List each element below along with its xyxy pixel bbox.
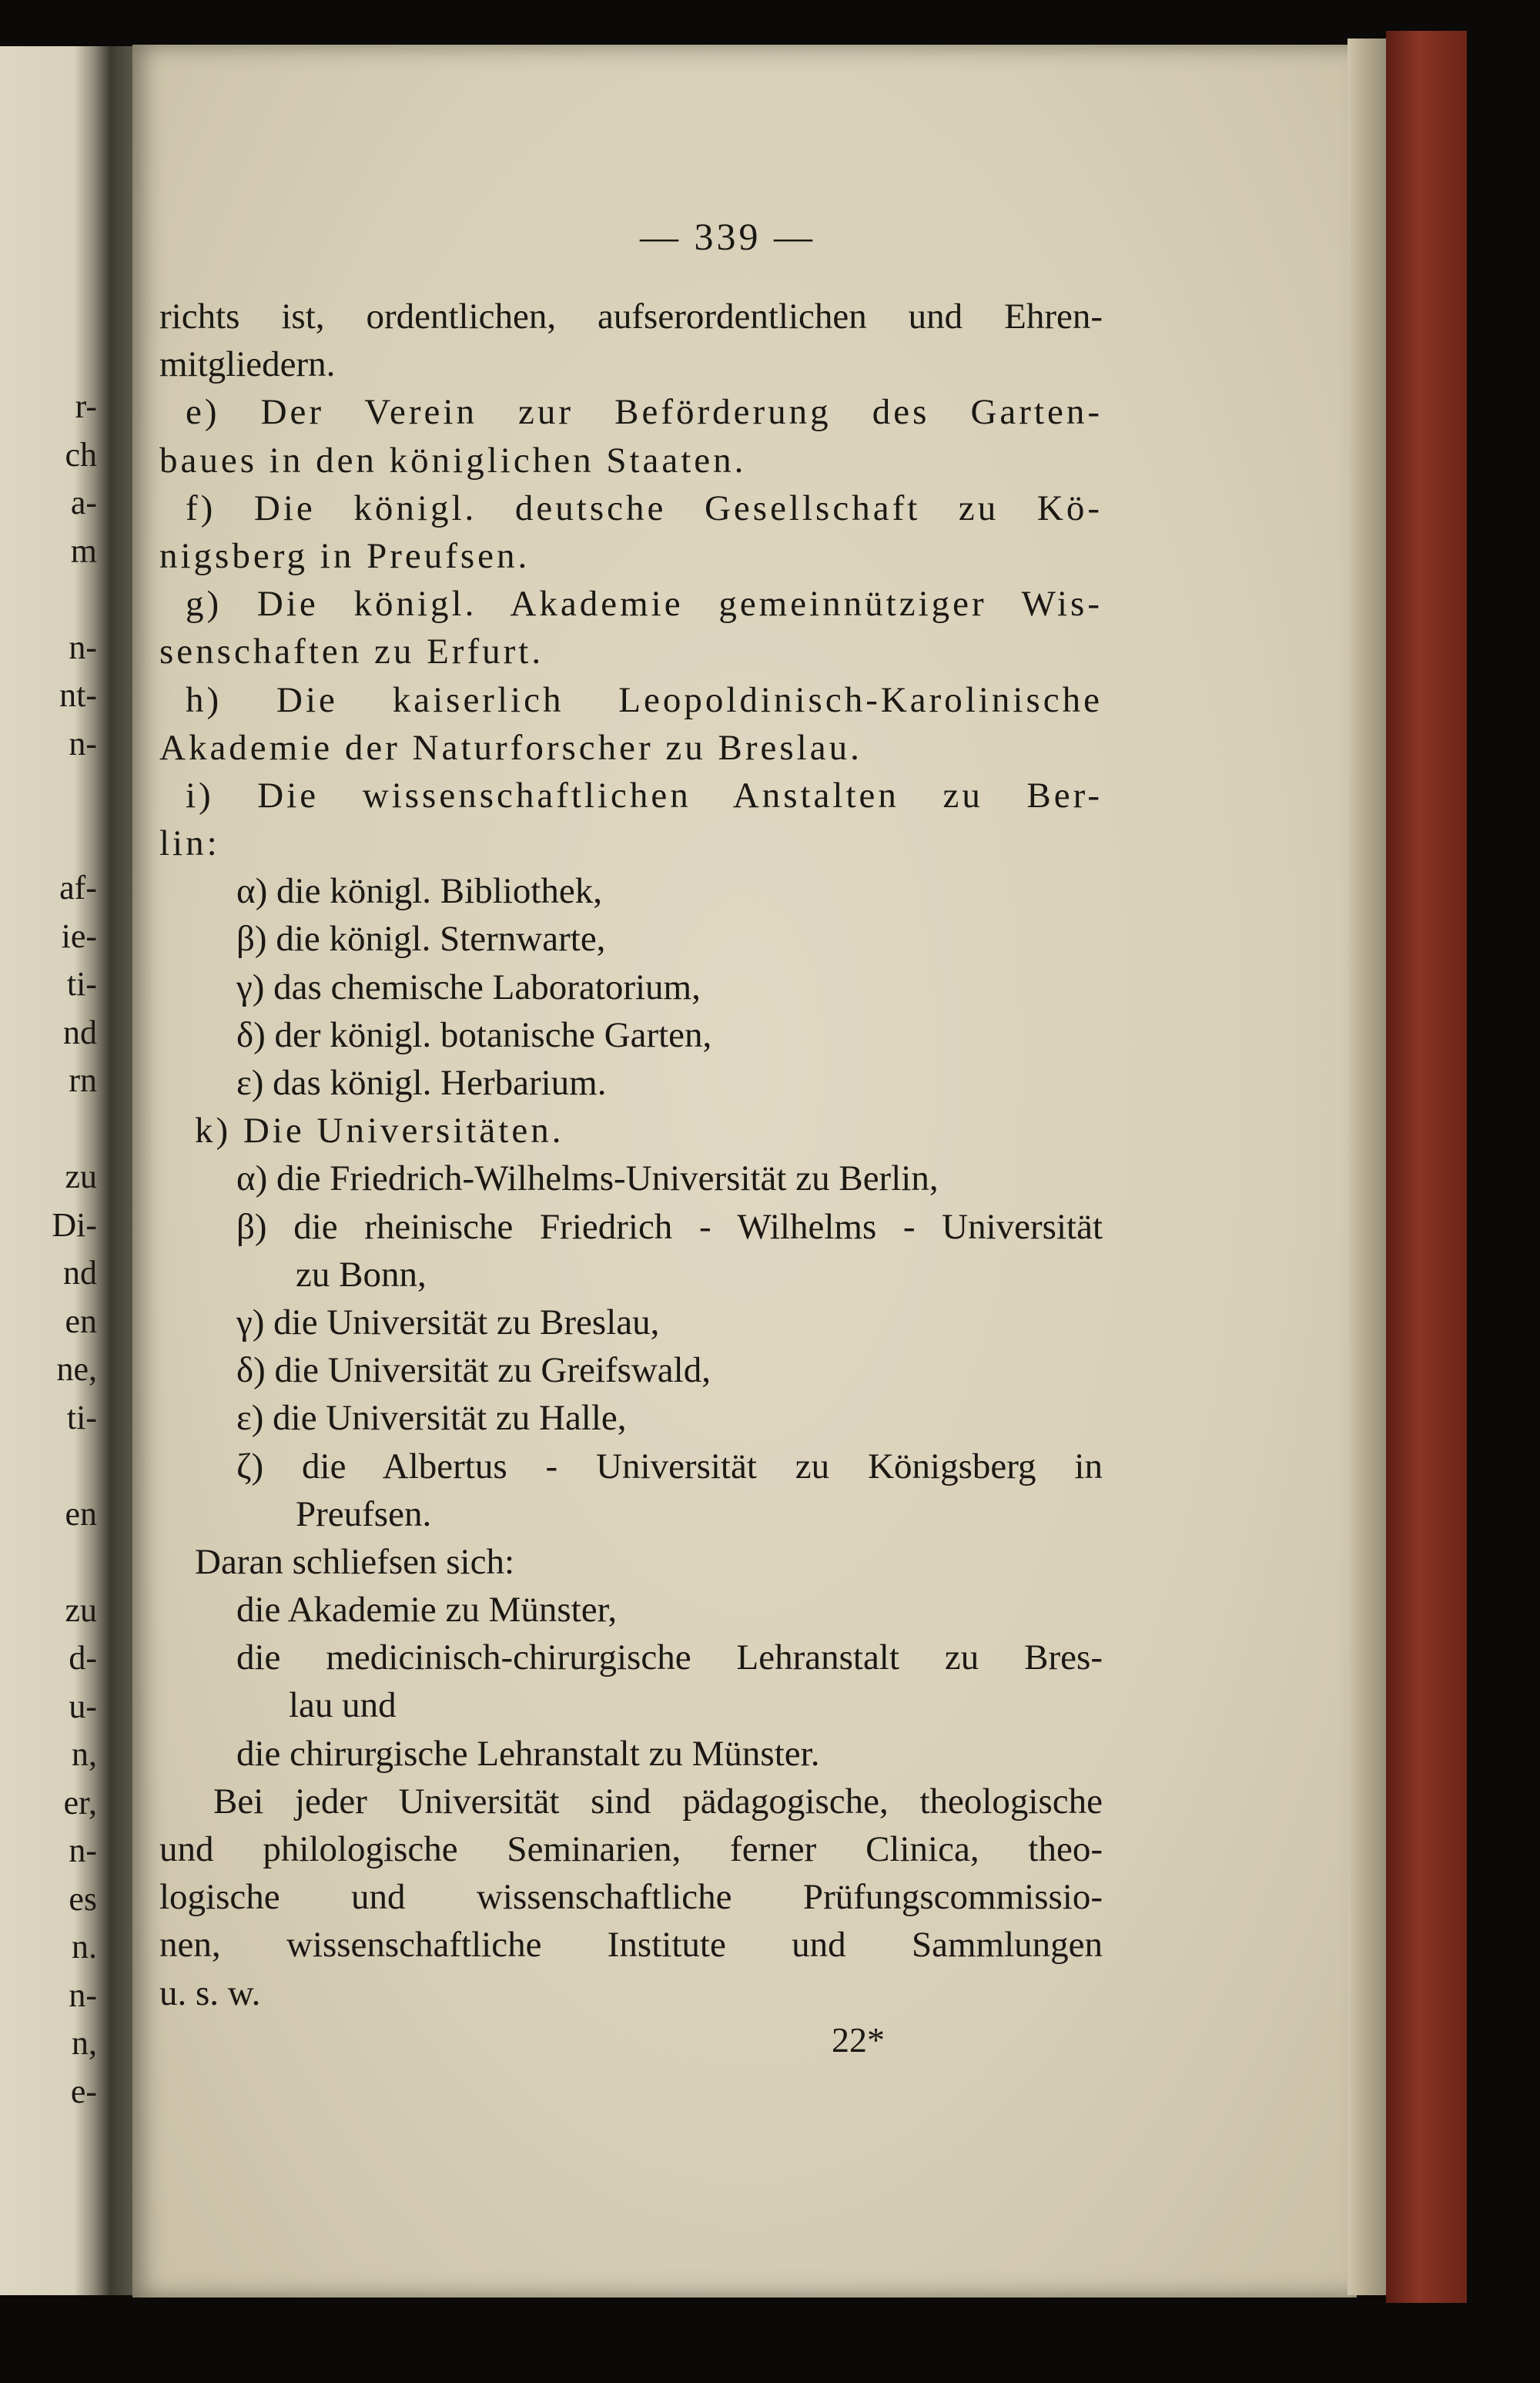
left-page-fragment: en xyxy=(65,1494,97,1533)
left-page-fragment: n- xyxy=(69,1832,97,1869)
left-page-fragment: er, xyxy=(63,1783,97,1822)
left-page-fragment: Di- xyxy=(52,1205,97,1244)
text-line: lin: xyxy=(159,823,220,864)
text-line: die medicinisch-chirurgische Lehranstalt zu Bres- xyxy=(236,1637,1103,1678)
left-page-fragment: en xyxy=(65,1302,97,1340)
left-page-fragment: es xyxy=(69,1879,97,1918)
text-line: Bei jeder Universität sind pädagogische, theologische xyxy=(213,1781,1103,1822)
left-page-fragment: n- xyxy=(69,1976,97,2014)
text-line: und philologische Seminarien, ferner Clinica, theo- xyxy=(159,1829,1103,1869)
text-line: h) Die kaiserlich Leopoldinisch-Karolinische xyxy=(186,679,1103,720)
text-line: δ) der königl. botanische Garten, xyxy=(236,1014,712,1055)
left-page-fragment: ch xyxy=(65,435,97,474)
left-page-fragment: af- xyxy=(59,869,97,907)
text-line: Akademie der Naturforscher zu Breslau. xyxy=(159,727,862,768)
left-page-fragment: n- xyxy=(69,628,97,666)
text-line: α) die königl. Bibliothek, xyxy=(236,871,603,912)
signature-mark: 22* xyxy=(832,2020,885,2060)
left-page-fragment: n, xyxy=(72,1735,97,1773)
text-line: α) die Friedrich-Wilhelms-Universität zu Berlin, xyxy=(236,1158,939,1199)
left-page-fragment xyxy=(5,1105,97,1154)
text-line: die chirurgische Lehranstalt zu Münster. xyxy=(236,1733,820,1774)
text-line: δ) die Universität zu Greifswald, xyxy=(236,1350,711,1391)
book-cover-edge xyxy=(1386,31,1467,2303)
text-line: g) Die königl. Akademie gemeinnütziger Wis- xyxy=(186,584,1103,625)
text-line: u. s. w. xyxy=(159,1972,261,2013)
left-page-fragment xyxy=(5,1538,97,1587)
text-line: ε) die Universität zu Halle, xyxy=(236,1398,627,1439)
text-line: γ) die Universität zu Breslau, xyxy=(236,1302,660,1342)
text-line: Preufsen. xyxy=(296,1493,432,1534)
text-line: nigsberg in Preufsen. xyxy=(159,535,531,576)
text-line: k) Die Universitäten. xyxy=(195,1111,564,1151)
left-page-fragment: ne, xyxy=(56,1350,97,1388)
text-line: senschaften zu Erfurt. xyxy=(159,632,544,672)
left-page-fragment: nd xyxy=(63,1254,97,1292)
left-page-fragment: r- xyxy=(75,387,97,425)
text-line: ε) das königl. Herbarium. xyxy=(236,1063,607,1103)
left-page-fragment: d- xyxy=(69,1639,97,1677)
left-page-fragment: a- xyxy=(70,484,97,521)
text-line: baues in den königlichen Staaten. xyxy=(159,440,747,481)
text-line: nen, wissenschaftliche Institute und Sammlungen xyxy=(159,1925,1103,1966)
left-page-fragment xyxy=(5,816,97,865)
left-page-fragment: nt- xyxy=(59,676,97,714)
text-line: γ) das chemische Laboratorium, xyxy=(236,967,701,1007)
left-page-fragment: zu xyxy=(65,1590,97,1629)
text-line: Daran schliefsen sich: xyxy=(195,1541,515,1582)
text-line: lau und xyxy=(289,1685,397,1726)
left-page-fragment: rn xyxy=(69,1061,97,1099)
text-line: β) die rheinische Friedrich - Wilhelms - Universität xyxy=(236,1206,1103,1247)
left-page-fragment xyxy=(5,575,97,624)
left-page-fragment: n- xyxy=(69,724,97,762)
text-line: f) Die königl. deutsche Gesellschaft zu Kö- xyxy=(186,488,1103,528)
page-number: — 339 — xyxy=(640,215,815,258)
left-page-fragment xyxy=(5,1442,97,1490)
left-page-fragment: ie- xyxy=(61,917,97,955)
left-page xyxy=(0,46,135,2295)
left-page-fragment: u- xyxy=(69,1687,97,1725)
text-line: β) die königl. Sternwarte, xyxy=(236,919,606,960)
left-page-fragment xyxy=(5,768,97,816)
left-page-text-fragments xyxy=(5,383,97,2116)
page-body-text xyxy=(159,293,1103,2017)
left-page-fragment: nd xyxy=(63,1013,97,1051)
left-page-fragment: ti- xyxy=(66,1398,97,1436)
left-page-fragment: n. xyxy=(72,1928,97,1966)
left-page-fragment: e- xyxy=(70,2072,97,2110)
text-line: richts ist, ordentlichen, aufserordentlichen und Ehren- xyxy=(159,297,1103,337)
left-page-fragment: m xyxy=(70,531,97,570)
left-page-fragment: ti- xyxy=(66,965,97,1003)
text-line: i) Die wissenschaftlichen Anstalten zu Ber- xyxy=(186,775,1103,816)
text-line: ζ) die Albertus - Universität zu Königsberg in xyxy=(236,1446,1103,1486)
text-line: die Akademie zu Münster, xyxy=(236,1590,618,1631)
left-page-fragment: n, xyxy=(72,2024,97,2062)
text-line: zu Bonn, xyxy=(296,1254,427,1295)
text-line: logische und wissenschaftliche Prüfungscommissio- xyxy=(159,1877,1103,1918)
left-page-fragment: zu xyxy=(65,1158,97,1195)
text-line: mitgliedern. xyxy=(159,344,336,385)
text-line: e) Der Verein zur Beförderung des Garten- xyxy=(186,392,1103,433)
